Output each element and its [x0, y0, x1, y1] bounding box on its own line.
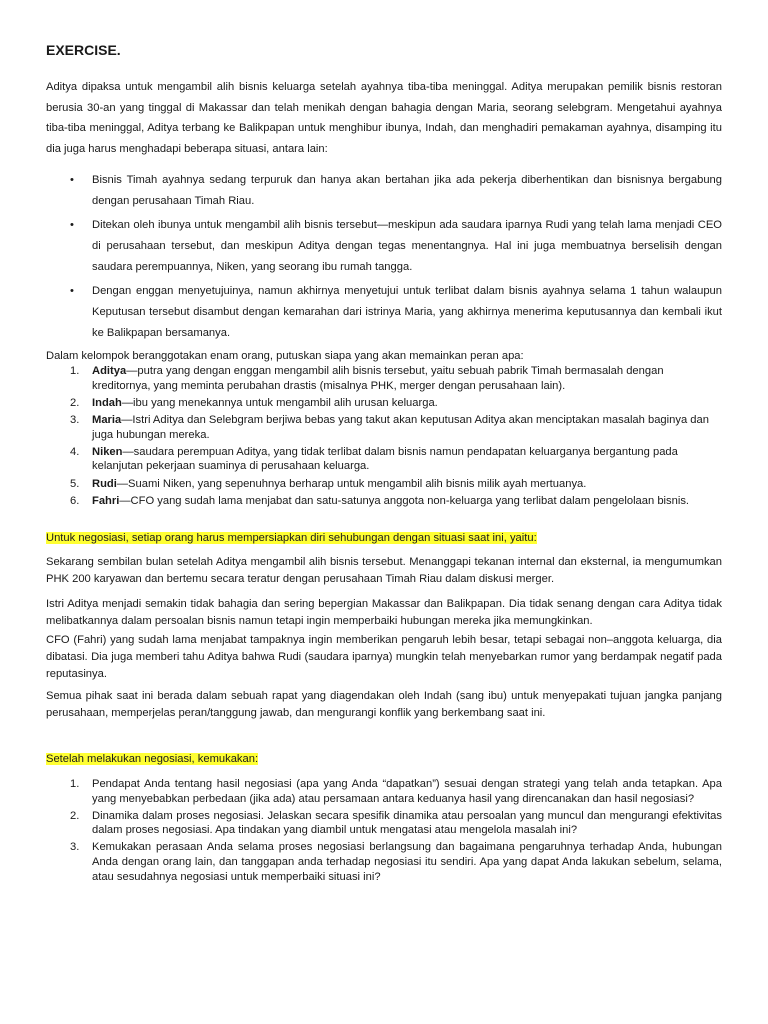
roles-list: [46, 364, 722, 511]
page-title: EXERCISE.: [46, 42, 121, 58]
list-item: [46, 170, 722, 212]
list-item: [46, 477, 722, 492]
question-text: Kemukakan perasaan Anda selama proses negosiasi berlangsung dan bagaimana pengaruhnya terhadap Anda, hubungan Anda dengan orang lain, dan tanggapan anda terhadap negosiasi itu sendiri. Apa yang dapat Anda lakukan sebelum, selama, atau sesudahnya negosiasi untuk memperbaiki situasi ini?: [92, 841, 722, 883]
role-description: —Istri Aditya dan Selebgram berjiwa bebas yang takut akan keputusan Aditya akan menciptakan masalah baginya dan juga hubungan mereka.: [92, 413, 709, 441]
list-number: 3.: [70, 413, 80, 426]
after-negotiation-heading: [46, 752, 258, 767]
list-number: 2.: [70, 809, 80, 822]
list-item: [46, 364, 722, 393]
role-name: Rudi: [92, 477, 117, 490]
role-name: Niken: [92, 445, 123, 458]
bullet-text: Bisnis Timah ayahnya sedang terpuruk dan hanya akan bertahan jika ada pekerja diberhentikan dan bisnisnya bergabung dengan perusahaan Timah Riau.: [92, 174, 722, 207]
list-number: 3.: [70, 841, 80, 854]
list-item: [46, 777, 722, 807]
list-item: [46, 215, 722, 278]
role-description: —CFO yang sudah lama menjabat dan satu-satunya anggota non-keluarga yang terlibat dalam pengelolaan bisnis.: [119, 494, 690, 507]
role-description: —ibu yang menekannya untuk mengambil alih urusan keluarga.: [121, 396, 438, 409]
role-name: Fahri: [92, 494, 120, 507]
role-description: —Suami Niken, yang sepenuhnya berharap untuk mengambil alih bisnis milik ayah mertuanya.: [116, 477, 587, 490]
list-number: 2.: [70, 396, 80, 409]
negotiation-heading: [46, 531, 537, 546]
list-number: 1.: [70, 365, 80, 377]
role-name: Aditya: [92, 365, 127, 377]
situation-bullet-list: [46, 170, 722, 347]
bullet-text: Ditekan oleh ibunya untuk mengambil alih bisnis tersebut—meskipun ada saudara iparnya Rudi yang telah lama menjadi CEO di perusahaan tersebut, dan meskipun Aditya dengan tegas menentangnya. Hal ini juga membuatnya berselisih dengan saudara perempuannya, Niken, yang seorang ibu rumah tangga.: [92, 219, 722, 273]
bullet-text: Dengan enggan menyetujuinya, namun akhirnya menyetujui untuk terlibat dalam bisnis ayahnya selama 1 tahun walaupun Keputusan tersebut disambut dengan kemarahan dari istrinya Maria, yang akhirnya menerima keputusannya dan kembali ikut ke Balikpapan bersamanya.: [92, 285, 722, 339]
list-item: [46, 445, 722, 474]
list-item: [46, 396, 722, 411]
highlighted-text: Untuk negosiasi, setiap orang harus mempersiapkan diri sehubungan dengan situasi saat ini, yaitu:: [46, 532, 537, 544]
bullet-marker: •: [70, 219, 74, 231]
situation-paragraph-3: CFO (Fahri) yang sudah lama menjabat tampaknya ingin memberikan pengaruh lebih besar, tetapi sebagai non–anggota keluarga, dia dibatasi. Dia juga memberi tahu Aditya bahwa Rudi (saudara iparnya) mungkin telah menyebarkan rumor yang berdampak negatif pada reputasinya.: [46, 634, 722, 680]
highlighted-text: Setelah melakukan negosiasi, kemukakan:: [46, 753, 259, 765]
list-item: [46, 840, 722, 884]
list-item: [46, 494, 722, 509]
situation-paragraph-1: Sekarang sembilan bulan setelah Aditya mengambil alih bisnis tersebut. Menanggapi tekanan internal dan eksternal, ia mengumumkan PHK 200 karyawan dan bertemu secara teratur dengan perusahaan Timah Riau dalam diskusi merger.: [46, 556, 722, 585]
role-name: Indah: [92, 396, 122, 409]
role-description: —saudara perempuan Aditya, yang tidak terlibat dalam bisnis namun pendapatan keluarganya bergantung pada kelanjutan pekerjaan suaminya di perusahaan keluarga.: [92, 445, 678, 473]
bullet-marker: •: [70, 285, 74, 297]
situation-paragraph-4: Semua pihak saat ini berada dalam sebuah rapat yang diagendakan oleh Indah (sang ibu) untuk menyepakati tujuan jangka panjang perusahaan, memperjelas peran/tanggung jawab, dan mengurangi konflik yang berkembang saat ini.: [46, 690, 722, 719]
role-name: Maria: [92, 413, 122, 426]
role-description: —putra yang dengan enggan mengambil alih bisnis tersebut, yaitu sebuah pabrik Timah bermasalah dengan kreditornya, yang meminta perubahan drastis (misalnya PHK, merger dengan perusahaan lain).: [92, 365, 664, 392]
list-item: [46, 413, 722, 442]
bullet-marker: •: [70, 174, 74, 186]
roles-intro: Dalam kelompok beranggotakan enam orang, putuskan siapa yang akan memainkan peran apa:: [46, 350, 524, 362]
list-item: [46, 809, 722, 839]
question-text: Dinamika dalam proses negosiasi. Jelaskan secara spesifik dinamika atau persoalan yang muncul dan mengurangi efektivitas dalam proses negosiasi. Apa tindakan yang diambil untuk mengatasi atau mengelola masalah ini?: [92, 809, 722, 837]
intro-paragraph: Aditya dipaksa untuk mengambil alih bisnis keluarga setelah ayahnya tiba-tiba meninggal. Aditya merupakan pemilik bisnis restoran berusia 30-an yang tinggal di Makassar dan telah menikah dengan bahagia dengan Maria, seorang selebgram. Mengetahui ayahnya tiba-tiba meninggal, Aditya terbang ke Balikpapan untuk menghibur ibunya, Indah, dan menghadiri pemakaman ayahnya, disamping itu dia juga harus menghadapi beberapa situasi, antara lain:: [46, 81, 722, 156]
list-number: 5.: [70, 477, 80, 490]
reflection-questions-list: [46, 777, 722, 887]
list-item: [46, 281, 722, 344]
list-number: 6.: [70, 494, 80, 507]
question-text: Pendapat Anda tentang hasil negosiasi (apa yang Anda “dapatkan”) sesuai dengan strategi yang telah anda tetapkan. Apa yang menyebabkan perbedaan (jika ada) atau persamaan antara keduanya hasil yang direncanakan dan hasil negosiasi?: [92, 778, 722, 805]
situation-paragraph-2: Istri Aditya menjadi semakin tidak bahagia dan sering bepergian Makassar dan Balikpapan. Dia tidak senang dengan cara Aditya tidak melibatkannya dalam persoalan bisnis namun tetapi ingin memperbaiki hubungan mereka jika memungkinkan.: [46, 598, 722, 627]
list-number: 1.: [70, 778, 80, 790]
list-number: 4.: [70, 445, 80, 458]
